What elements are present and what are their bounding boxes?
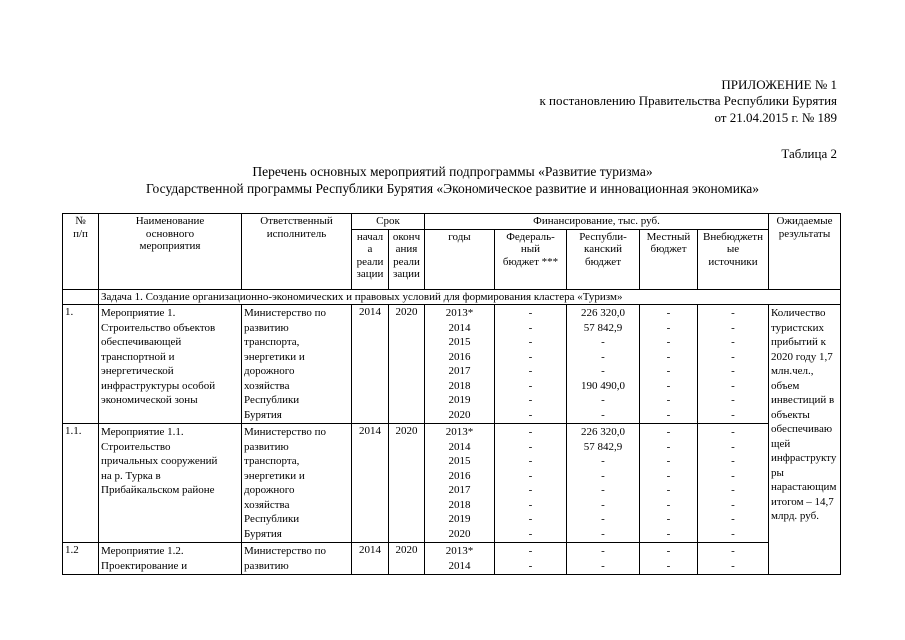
- row-1-1-num: 1.1.: [63, 424, 99, 543]
- row-1-republic: 226 320,0 57 842,9 - - - 190 490,0 - -: [567, 305, 640, 424]
- header-federal: Федераль- ный бюджет ***: [495, 229, 567, 289]
- document-title-line-1: Перечень основных мероприятий подпрограммы «Развитие туризма»: [252, 164, 653, 179]
- header-republic: Республи- канский бюджет: [567, 229, 640, 289]
- document-title-line-2: Государственной программы Республики Бурятия «Экономическое развитие и инновационная экономика»: [145, 181, 760, 196]
- row-1-1-responsible: Министерство по развитию транспорта, энергетики и дорожного хозяйства Республики Бурятия: [242, 424, 352, 543]
- row-1-1-name: Мероприятие 1.1. Строительство причальных сооружений на р. Турка в Прибайкальском районе: [99, 424, 242, 543]
- header-responsible: Ответственный исполнитель: [242, 214, 352, 290]
- row-1-2-federal: - -: [495, 543, 567, 575]
- header-term: Срок: [352, 214, 425, 230]
- row-1-extra: - - - - - - - -: [698, 305, 769, 424]
- row-1-2-extra: - -: [698, 543, 769, 575]
- table-row: [63, 543, 841, 575]
- row-1-federal: - - - - - - - -: [495, 305, 567, 424]
- row-1-responsible: Министерство по развитию транспорта, энергетики и дорожного хозяйства Республики Бурятия: [242, 305, 352, 424]
- row-1-2-name: Мероприятие 1.2. Проектирование и: [99, 543, 242, 575]
- row-1-2-start: 2014: [352, 543, 389, 575]
- row-1-1-years: 2013* 2014 2015 2016 2017 2018 2019 2020: [425, 424, 495, 543]
- header-num: № п/п: [63, 214, 99, 290]
- task-1-row: Задача 1. Создание организационно-экономических и правовых условий для формирования кластера «Туризм»: [99, 289, 841, 305]
- row-1-2-num: 1.2: [63, 543, 99, 575]
- row-1-num: 1.: [63, 305, 99, 424]
- appendix-title: ПРИЛОЖЕНИЕ № 1: [721, 77, 837, 92]
- row-1-local: - - - - - - - -: [640, 305, 698, 424]
- row-1-1-local: - - - - - - - -: [640, 424, 698, 543]
- row-1-1-federal: - - - - - - - -: [495, 424, 567, 543]
- expected-results: Количество туристских прибытий к 2020 году 1,7 млн.чел., объем инвестиций в объекты обеспечиваю щей инфраструкту ры нарастающим итогом – 14,7 млрд. руб.: [769, 305, 841, 575]
- header-local: Местный бюджет: [640, 229, 698, 289]
- row-1-start: 2014: [352, 305, 389, 424]
- header-name: Наименование основного мероприятия: [99, 214, 242, 290]
- row-1-2-republic: - -: [567, 543, 640, 575]
- row-1-1-republic: 226 320,0 57 842,9 - - - - - -: [567, 424, 640, 543]
- row-1-2-responsible: Министерство по развитию: [242, 543, 352, 575]
- table-row: [63, 305, 841, 424]
- table-label: Таблица 2: [781, 146, 837, 161]
- row-1-2-years: 2013* 2014: [425, 543, 495, 575]
- header-expected: Ожидаемые результаты: [769, 214, 841, 290]
- row-1-years: 2013* 2014 2015 2016 2017 2018 2019 2020: [425, 305, 495, 424]
- row-1-1-end: 2020: [389, 424, 425, 543]
- header-financing: Финансирование, тыс. руб.: [425, 214, 769, 230]
- header-years: годы: [425, 229, 495, 289]
- row-1-2-end: 2020: [389, 543, 425, 575]
- header-end: оконч ания реали зации: [389, 229, 425, 289]
- row-1-name: Мероприятие 1. Строительство объектов обеспечивающей транспортной и энергетической инфраструктуры особой экономической зоны: [99, 305, 242, 424]
- resolution-reference: к постановлению Правительства Республики Бурятия: [539, 93, 837, 108]
- header-extra: Внебюджетн ые источники: [698, 229, 769, 289]
- row-1-1-start: 2014: [352, 424, 389, 543]
- row-1-1-extra: - - - - - - - -: [698, 424, 769, 543]
- row-1-end: 2020: [389, 305, 425, 424]
- resolution-date-number: от 21.04.2015 г. № 189: [714, 110, 837, 125]
- row-1-2-local: - -: [640, 543, 698, 575]
- measures-table: [62, 213, 841, 575]
- table-row: [63, 424, 841, 543]
- header-start: начал а реали зации: [352, 229, 389, 289]
